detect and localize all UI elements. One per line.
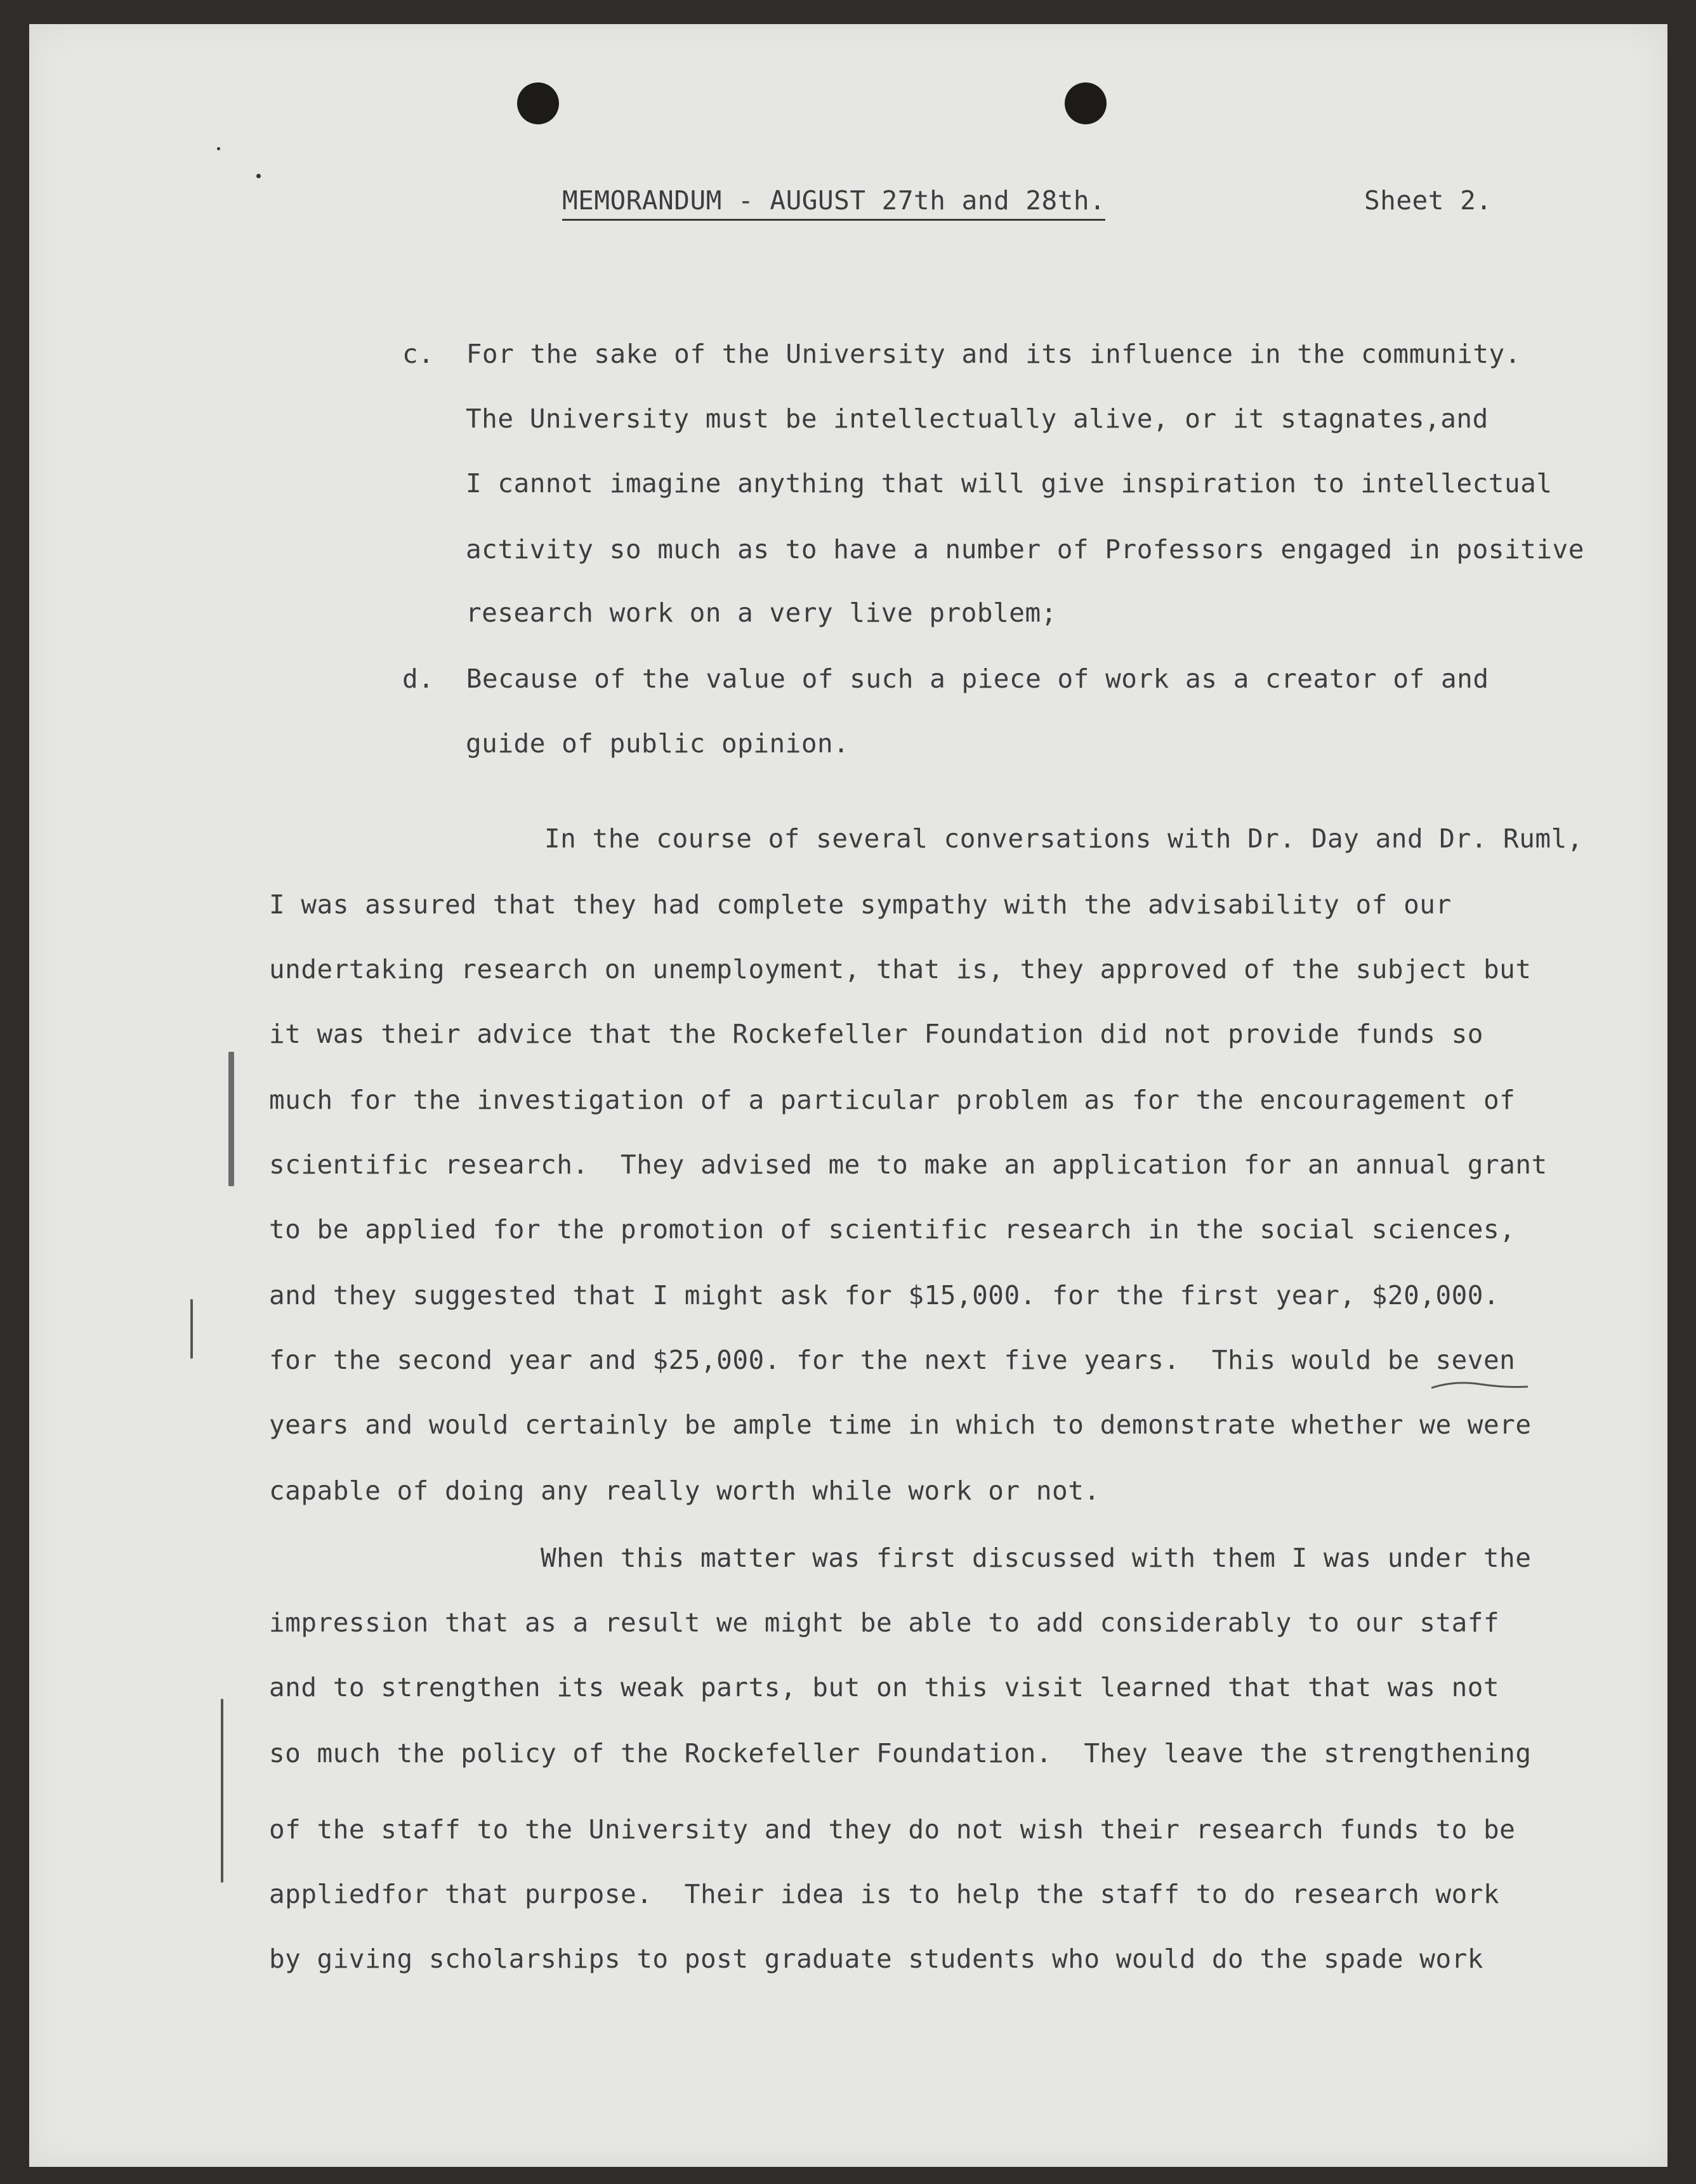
text-line: by giving scholarships to post graduate students who would do the spade work (269, 1944, 1483, 1974)
handwritten-underline (1429, 1376, 1530, 1396)
text-line: c. For the sake of the University and its influence in the community. (402, 339, 1521, 369)
text-line: impression that as a result we might be able to add considerably to our staff (269, 1607, 1500, 1638)
text-line: to be applied for the promotion of scientific research in the social sciences, (269, 1214, 1516, 1245)
text-line: guide of public opinion. (466, 728, 850, 759)
sheet-number: Sheet 2. (1364, 185, 1492, 216)
margin-mark (221, 1699, 223, 1883)
text-line: I cannot imagine anything that will give inspiration to intellectual (466, 468, 1553, 499)
text-line: d. Because of the value of such a piece of work as a creator of and (402, 664, 1489, 694)
punch-hole-left (517, 82, 559, 124)
text-line: years and would certainly be ample time in which to demonstrate whether we were (269, 1409, 1532, 1440)
text-line: for the second year and $25,000. for the next five years. This would be seven (269, 1345, 1516, 1375)
text-line: and to strengthen its weak parts, but on this visit learned that that was not (269, 1672, 1500, 1703)
margin-mark (228, 1052, 234, 1186)
text-line: undertaking research on unemployment, that is, they approved of the subject but (269, 954, 1532, 984)
text-line: The University must be intellectually alive, or it stagnates,and (466, 403, 1489, 434)
paper-speck (256, 174, 261, 178)
text-line: it was their advice that the Rockefeller Foundation did not provide funds so (269, 1019, 1483, 1049)
text-line: capable of doing any really worth while work or not. (269, 1475, 1100, 1506)
text-line: activity so much as to have a number of Professors engaged in positive (466, 534, 1584, 565)
text-line: research work on a very live problem; (466, 598, 1057, 628)
text-line: so much the policy of the Rockefeller Foundation. They leave the strengthening (269, 1738, 1532, 1769)
memo-title: MEMORANDUM - AUGUST 27th and 28th. (562, 188, 1105, 221)
text-line: appliedfor that purpose. Their idea is to help the staff to do research work (269, 1879, 1500, 1909)
paper-sheet (29, 24, 1667, 2167)
text-line: and they suggested that I might ask for $15,000. for the first year, $20,000. (269, 1280, 1500, 1311)
text-line: of the staff to the University and they do not wish their research funds to be (269, 1814, 1516, 1845)
text-line: In the course of several conversations with Dr. Day and Dr. Ruml, (544, 823, 1583, 854)
text-line: When this matter was first discussed with them I was under the (541, 1543, 1532, 1573)
paper-speck (217, 147, 220, 150)
text-line: much for the investigation of a particular problem as for the encouragement of (269, 1085, 1516, 1115)
text-line: scientific research. They advised me to make an application for an annual grant (269, 1149, 1548, 1180)
text-line: I was assured that they had complete sympathy with the advisability of our (269, 889, 1452, 920)
margin-mark (190, 1299, 193, 1359)
punch-hole-right (1065, 82, 1107, 124)
